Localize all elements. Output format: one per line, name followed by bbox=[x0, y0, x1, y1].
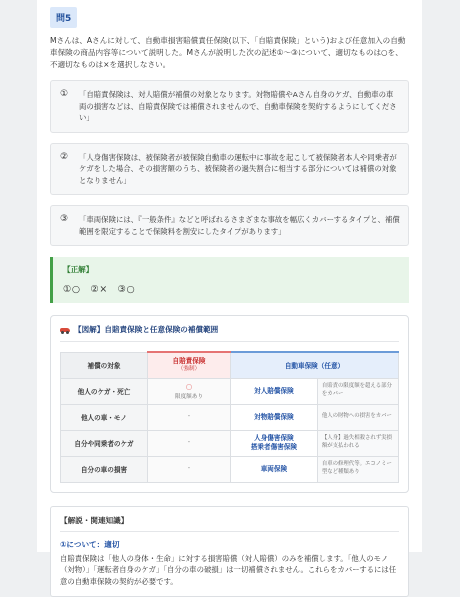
jibai-cell bbox=[147, 456, 230, 482]
option-text: 「車両保険には、『一般条件』などと呼ばれるさまざまな事故を幅広くカバーするタイプと、補償範囲を限定することで保険料を割安にしたタイプがあります」 bbox=[79, 215, 400, 236]
insurance-desc: 【人身】過失相殺されず実損額が支払われる bbox=[317, 430, 398, 456]
explanation-heading: 【解説・関連知識】 bbox=[60, 515, 399, 532]
option-3 bbox=[50, 205, 409, 246]
table-row bbox=[61, 378, 399, 404]
jibai-cell bbox=[147, 430, 230, 456]
jibai-note: 限度額あり bbox=[174, 393, 203, 400]
figure-title-row bbox=[60, 324, 399, 342]
insurance-name bbox=[230, 430, 317, 456]
insurance-desc: 自車の修理代等。エコノミー型など種類あり bbox=[317, 456, 398, 482]
option-number: ① bbox=[60, 89, 69, 100]
jibai-mark: - bbox=[187, 438, 191, 447]
insurance-name-lines: 人身傷害保険 搭乗者傷害保険 bbox=[250, 434, 297, 452]
option-text: 「自賠責保険は、対人賠償が補償の対象となります。対物賠償やAさん自身のケガ、自動車の車両の損害などは、自賠責保険では補償されませんので、自動車保険を契約するようにしてください」 bbox=[79, 90, 397, 123]
row-label: 他人の車・モノ bbox=[61, 404, 148, 430]
jibai-cell bbox=[147, 378, 230, 404]
header-jibai bbox=[147, 352, 230, 378]
insurance-desc: 自賠責の限度額を超える部分をカバー bbox=[317, 378, 398, 404]
header-jibai-label: 自賠責保険 bbox=[172, 357, 206, 366]
question-page bbox=[37, 0, 422, 587]
coverage-figure bbox=[50, 315, 409, 493]
explanation-item-body: 自賠責保険は「他人の身体・生命」に対する損害賠償（対人賠償）のみを補償します。「他人のモノ（対物）」「運転者自身のケガ」「自分の車の破損」は一切補償されません。これらをカバーするには任意の自動車保険の契約が必要です。 bbox=[60, 553, 397, 587]
option-number: ③ bbox=[60, 214, 69, 225]
table-header-row bbox=[61, 352, 399, 378]
row-label: 自分や同乗者のケガ bbox=[61, 430, 148, 456]
answer-box bbox=[50, 257, 409, 303]
jibai-cell bbox=[147, 404, 230, 430]
row-label: 他人のケガ・死亡 bbox=[61, 378, 148, 404]
explanation-item-heading: ①について：適切 bbox=[60, 539, 120, 549]
header-nini: 自動車保険（任意） bbox=[230, 352, 398, 378]
table-row bbox=[61, 456, 399, 482]
header-jibai-sub: （強制） bbox=[177, 365, 201, 372]
table-row bbox=[61, 430, 399, 456]
answer-heading: 【正解】 bbox=[63, 265, 94, 275]
jibai-mark: - bbox=[187, 464, 191, 473]
option-number: ② bbox=[60, 151, 69, 162]
insurance-name: 車両保険 bbox=[230, 456, 317, 482]
question-number-badge: 問5 bbox=[50, 7, 77, 28]
insurance-name: 対人賠償保険 bbox=[230, 378, 317, 404]
coverage-table bbox=[60, 351, 399, 483]
car-icon bbox=[60, 327, 70, 333]
explanation-box bbox=[50, 506, 409, 597]
table-row bbox=[61, 404, 399, 430]
header-coverage-target: 補償の対象 bbox=[61, 352, 148, 378]
question-text: Mさんは、Aさんに対して、自動車損害賠償責任保険(以下、「自賠責保険」という)および任意加入の自動車保険の商品内容等について説明した。Mさんが説明した次の記述①～③について、適切なものは○を、不適切なものは×を選択しなさい。 bbox=[50, 36, 406, 69]
figure-title: 【図解】自賠責保険と任意保険の補償範囲 bbox=[74, 325, 219, 335]
option-1 bbox=[50, 80, 409, 132]
option-text: 「人身傷害保険は、被保険者が被保険自動車の運転中に事故を起こして被保険者本人や同乗者がケガをした場合、その損害額のうち、被保険者の過失割合に相当する部分については補償の対象となりません」 bbox=[79, 152, 397, 185]
insurance-desc: 他人の財物への損害をカバー bbox=[317, 404, 398, 430]
option-2 bbox=[50, 143, 409, 195]
jibai-mark: ○ bbox=[185, 381, 193, 391]
insurance-name: 対物賠償保険 bbox=[230, 404, 317, 430]
row-label: 自分の車の損害 bbox=[61, 456, 148, 482]
answer-value: ①○ ②× ③○ bbox=[63, 284, 136, 296]
jibai-mark: - bbox=[187, 412, 191, 421]
